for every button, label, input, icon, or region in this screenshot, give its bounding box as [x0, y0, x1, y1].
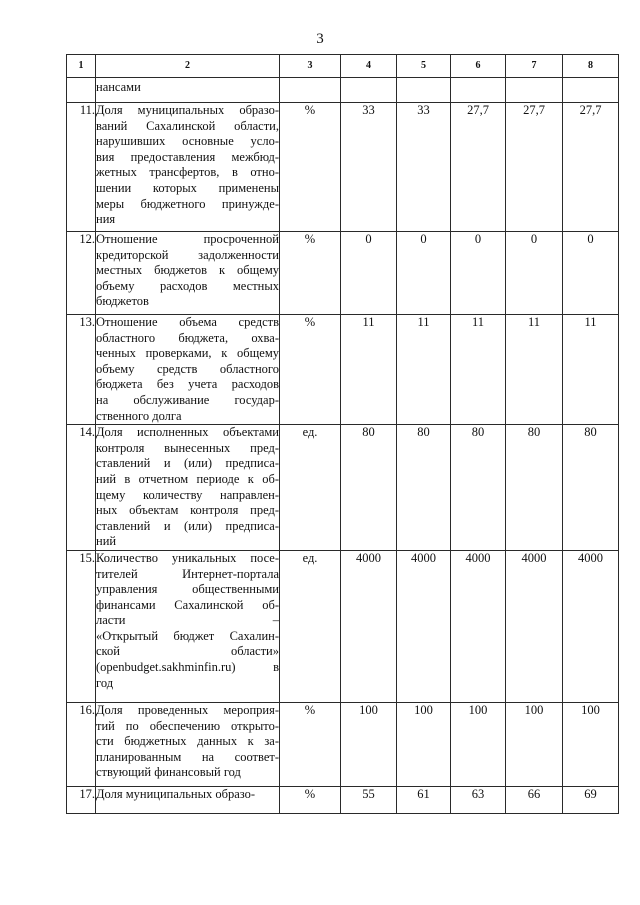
header-cell: 6 — [451, 55, 506, 78]
unit-cell: % — [280, 103, 341, 232]
indicator-line: на обслуживание государ- — [96, 392, 279, 407]
unit-cell: ед. — [280, 550, 341, 702]
indicator-line: областного бюджета, охва- — [96, 330, 279, 345]
indicator-line: нарушивших основные усло- — [96, 134, 279, 149]
value-cell: 66 — [506, 786, 563, 813]
value-cell — [451, 78, 506, 103]
value-cell: 4000 — [397, 550, 451, 702]
indicator-line: тителей Интернет-портала — [96, 566, 279, 581]
table-row — [67, 232, 619, 315]
value-cell: 11 — [341, 315, 397, 425]
unit-cell: ед. — [280, 425, 341, 551]
row-number: 12. — [67, 232, 96, 315]
indicator-line: Отношение просроченной — [96, 232, 279, 246]
header-cell: 5 — [397, 55, 451, 78]
value-cell: 4000 — [506, 550, 563, 702]
value-cell — [341, 78, 397, 103]
value-cell: 69 — [563, 786, 619, 813]
row-number: 13. — [67, 315, 96, 425]
indicator-line: бюджетов — [96, 294, 149, 309]
value-cell: 11 — [397, 315, 451, 425]
indicator-line: меры бюджетного принужде- — [96, 196, 279, 211]
indicator-name — [96, 550, 280, 702]
value-cell — [397, 78, 451, 103]
unit-cell — [280, 78, 341, 103]
indicator-line: Количество уникальных посе- — [96, 550, 279, 565]
indicator-line: планированным на соответ- — [96, 749, 279, 764]
value-cell — [506, 78, 563, 103]
continuation-row — [67, 78, 619, 103]
value-cell: 11 — [451, 315, 506, 425]
header-cell: 1 — [67, 55, 96, 78]
value-cell: 100 — [341, 702, 397, 786]
value-cell: 80 — [451, 425, 506, 551]
value-cell: 100 — [451, 702, 506, 786]
value-cell: 100 — [397, 702, 451, 786]
indicator-line: ской области» — [96, 644, 279, 659]
indicator-line: финансами Сахалинской об- — [96, 597, 279, 612]
value-cell: 80 — [397, 425, 451, 551]
value-cell: 27,7 — [506, 103, 563, 232]
table-row — [67, 425, 619, 551]
row-number: 14. — [67, 425, 96, 551]
indicator-name — [96, 103, 280, 232]
table-row — [67, 315, 619, 425]
value-cell: 0 — [563, 232, 619, 315]
indicator-line: Доля исполненных объектами — [96, 425, 279, 440]
indicator-line: ний в отчетном периоде к об- — [96, 471, 279, 486]
indicator-line: щему количеству направлен- — [96, 487, 279, 502]
indicator-line: Доля муниципальных образо- — [96, 103, 279, 117]
indicator-line: вия предоставления межбюд- — [96, 149, 279, 164]
indicator-line: «Открытый бюджет Сахалин- — [96, 628, 279, 643]
table-row — [67, 103, 619, 232]
value-cell: 0 — [397, 232, 451, 315]
indicator-name — [96, 425, 280, 551]
indicator-line: бюджета без учета расходов — [96, 377, 279, 392]
indicators-table — [66, 54, 619, 814]
indicator-line: жетных трансфертов, в отно- — [96, 165, 279, 180]
row-number — [67, 78, 96, 103]
indicator-line: ваний Сахалинской области, — [96, 118, 279, 133]
row-number: 16. — [67, 702, 96, 786]
indicator-line: ласти – — [96, 613, 279, 628]
indicator-name — [96, 315, 280, 425]
table-row — [67, 702, 619, 786]
header-row — [67, 55, 619, 78]
indicator-line: тий по обеспечению открыто- — [96, 718, 279, 733]
value-cell: 80 — [506, 425, 563, 551]
indicator-line: ченных проверками, к общему — [96, 346, 279, 361]
table-row — [67, 786, 619, 813]
unit-cell: % — [280, 702, 341, 786]
indicator-line: ственного долга — [96, 408, 182, 423]
unit-cell: % — [280, 315, 341, 425]
indicator-line: Доля проведенных мероприя- — [96, 702, 279, 717]
value-cell: 0 — [341, 232, 397, 315]
value-cell: 55 — [341, 786, 397, 813]
indicator-line: год — [96, 675, 114, 690]
unit-cell: % — [280, 786, 341, 813]
value-cell: 27,7 — [451, 103, 506, 232]
indicator-line: шении которых применены — [96, 180, 279, 195]
header-cell: 4 — [341, 55, 397, 78]
value-cell: 80 — [563, 425, 619, 551]
indicator-line: (openbudget.sakhminfin.ru) в — [96, 660, 279, 675]
unit-cell: % — [280, 232, 341, 315]
indicator-line: сти бюджетных данных к за- — [96, 734, 279, 749]
page-number: 3 — [316, 31, 324, 47]
indicator-name — [96, 232, 280, 315]
header-cell: 8 — [563, 55, 619, 78]
value-cell: 80 — [341, 425, 397, 551]
value-cell: 0 — [451, 232, 506, 315]
header-cell: 3 — [280, 55, 341, 78]
indicator-line: ствующий финансовый год — [96, 765, 241, 780]
indicator-line: кредиторской задолженности — [96, 247, 279, 262]
row-number: 11. — [67, 103, 96, 232]
value-cell: 100 — [506, 702, 563, 786]
value-cell: 63 — [451, 786, 506, 813]
header-cell: 7 — [506, 55, 563, 78]
indicator-line: ний — [96, 534, 117, 549]
value-cell: 100 — [563, 702, 619, 786]
indicator-line: управления общественными — [96, 582, 279, 597]
indicator-line: ных объектам контроля пред- — [96, 503, 279, 518]
value-cell: 4000 — [341, 550, 397, 702]
indicator-line: объему расходов местных — [96, 278, 279, 293]
row-number: 15. — [67, 550, 96, 702]
value-cell: 33 — [397, 103, 451, 232]
value-cell: 4000 — [563, 550, 619, 702]
value-cell — [563, 78, 619, 103]
indicator-line: ния — [96, 212, 116, 227]
value-cell: 4000 — [451, 550, 506, 702]
row-number: 17. — [67, 786, 96, 813]
value-cell: 0 — [506, 232, 563, 315]
indicator-line: местных бюджетов к общему — [96, 263, 279, 278]
indicator-line: контроля вынесенных пред- — [96, 440, 279, 455]
value-cell: 11 — [563, 315, 619, 425]
indicator-line: Отношение объема средств — [96, 315, 279, 329]
table-row — [67, 550, 619, 702]
header-cell: 2 — [96, 55, 280, 78]
indicator-name — [96, 78, 280, 103]
indicator-line: нансами — [96, 80, 141, 94]
indicator-line: объему средств областного — [96, 361, 279, 376]
indicator-name — [96, 786, 280, 813]
indicator-line: ставлений и (или) предписа- — [96, 518, 279, 533]
value-cell: 11 — [506, 315, 563, 425]
indicator-line: Доля муниципальных образо- — [96, 786, 256, 801]
indicator-line: ставлений и (или) предписа- — [96, 456, 279, 471]
value-cell: 33 — [341, 103, 397, 232]
value-cell: 61 — [397, 786, 451, 813]
value-cell: 27,7 — [563, 103, 619, 232]
indicator-name — [96, 702, 280, 786]
